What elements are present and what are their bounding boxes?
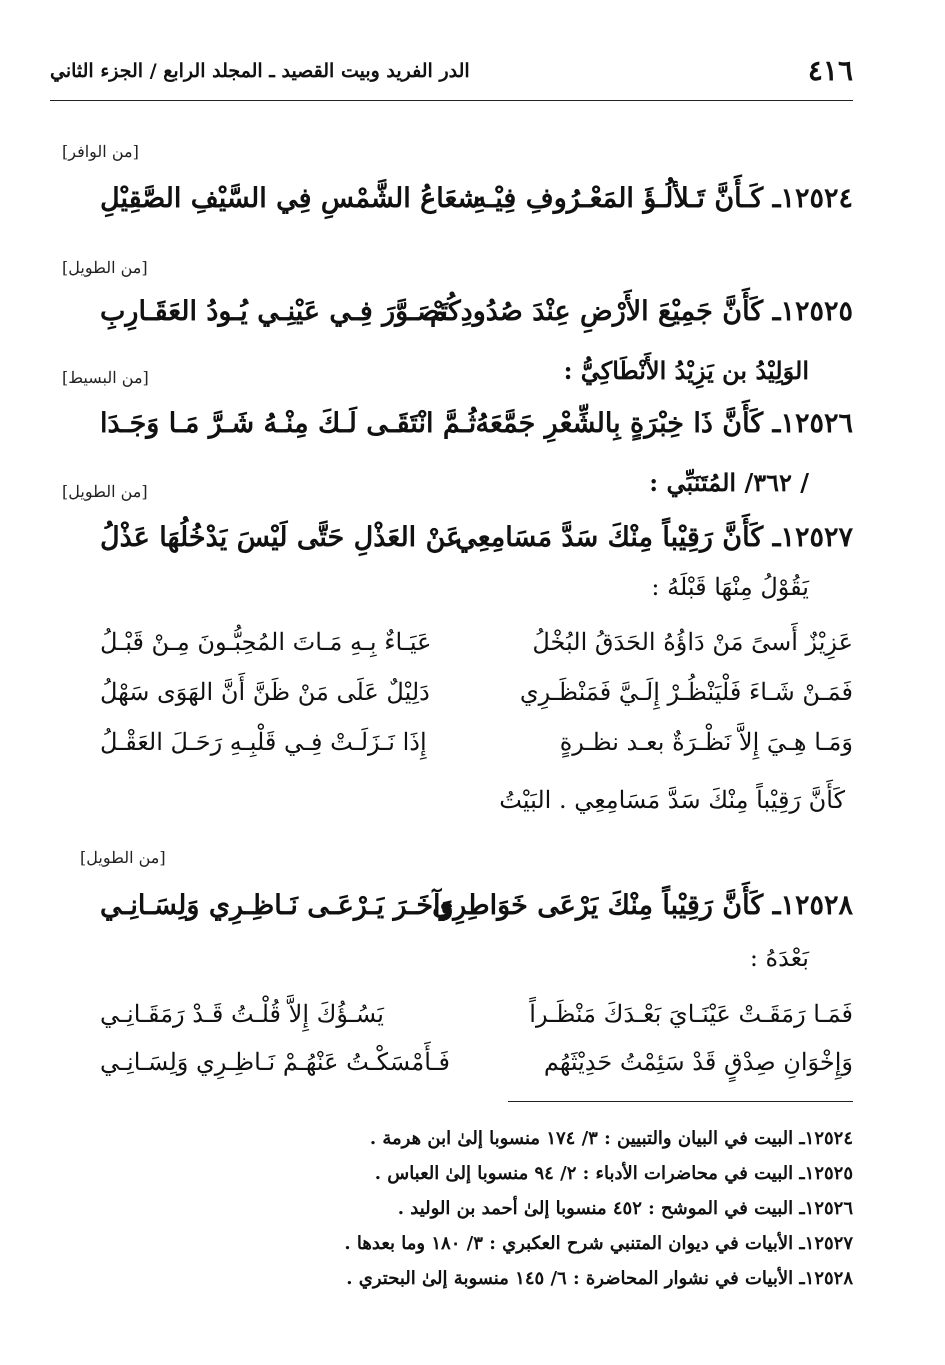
verse-first-hemistich: ١٢٥٢٤ـ كَـأَنَّ تَـلألُـؤَ المَعْـرُوفِ فِيْـهِ [472,183,853,214]
context-verse-second-hemistich: يَسُـؤُكَ إِلاَّ قُلْـتُ قَـدْ رَمَقَـانِـي [100,1000,384,1028]
header-rule [50,100,853,101]
footnote: ١٢٥٢٨ـ الأبيات في نشوار المحاضرة : ٦/ ١٤٥ منسوبة إلىٰ البحتري . [346,1268,853,1289]
meter-label: [من الطويل] [80,848,166,867]
verse-second-hemistich: عَنْ العَذْلِ حَتَّى لَيْسَ يَدْخُلُهَا عَذْلُ [100,522,463,553]
verse-first-hemistich: ١٢٥٢٧ـ كَأَنَّ رَقِيْباً مِنْكَ سَدَّ مَسَامِعِي [455,522,853,553]
context-verse-second-hemistich: فَـأَمْسَكْـتُ عَنْهُـمْ نَـاظِـرِي وَلِسَـانِـي [100,1048,451,1076]
meter-label: [من البسيط] [62,368,149,387]
footnote: ١٢٥٢٤ـ البيت في البيان والتبيين : ٣/ ١٧٤ منسوبا إلىٰ ابن هرمة . [369,1128,853,1149]
page-header [50,54,853,94]
footnote-rule [508,1101,853,1102]
context-intro: بَعْدَهُ : [749,944,809,972]
verse-second-hemistich: تَصَـوَّرَ فِـي عَيْنِـي يُـودُ العَقَـارِبِ [100,296,448,327]
verse-second-hemistich: ثُـمَّ انْتَقَـى لَـكَ مِنْـهُ شَـرَّ مَـا وَجَـدَا [100,408,477,439]
poet-attribution: / ٣٦٢/ المُتَنَبِّي : [649,468,809,497]
verse-second-hemistich: شعَاعُ الشَّمْسِ فِي السَّيْفِ الصَّقِيْلِ [100,183,481,214]
page-number: ٤١٦ [807,54,853,87]
meter-label: [من الطويل] [62,482,148,501]
context-verse-second-hemistich: إِذَا نَـزَلَـتْ فِـي قَلْبِـهِ رَحَـلَ العَقْـلُ [100,728,427,756]
context-verse-first-hemistich: وَمَـا هِـيَ إِلاَّ نَظْـرَةٌ بعـد نظـرةٍ [559,728,853,756]
context-intro: يَقُوْلُ مِنْهَا قَبْلَهُ : [651,573,809,601]
verse-first-hemistich: ١٢٥٢٨ـ كَأَنَّ رَقِيْباً مِنْكَ يَرْعَى خَوَاطِرِي [432,890,853,921]
verse-second-hemistich: وَآخَـرَ يَـرْعَـى نَـاظِـرِي وَلِسَـانِـي [100,890,454,921]
meter-label: [من الوافر] [62,142,139,161]
verse-first-hemistich: ١٢٥٢٥ـ كَأَنَّ جَمِيْعَ الأَرْضِ عِنْدَ صُدُودِكُمْ [429,296,853,327]
poet-attribution: الوَلِيْدُ بن يَزِيْدُ الأَنْطَاكِيُّ : [563,356,809,385]
context-verse-first-hemistich: فَمَـا رَمَقَـتْ عَيْنَـايَ بَعْـدَكَ مَنْظَـراً [529,1000,853,1028]
footnote: ١٢٥٢٦ـ البيت في الموشح : ٤٥٢ منسوبا إلىٰ أحمد بن الوليد . [397,1198,853,1219]
context-verse-first-hemistich: فَمَـنْ شَـاءَ فَلْيَنْظُـرْ إِلَـيَّ فَمَنْظَـرِي [519,678,853,706]
footnote: ١٢٥٢٧ـ الأبيات في ديوان المتنبي شرح العكبري : ٣/ ١٨٠ وما بعدها . [344,1233,853,1254]
context-verse-first-hemistich: عَزِيْزٌ أَسىً مَنْ دَاؤُهُ الحَدَقُ البُخْلُ [532,628,853,656]
verse-first-hemistich: ١٢٥٢٦ـ كَأَنَّ ذَا خِبْرَةٍ بِالشِّعْرِ جَمَّعَهُ [475,408,853,439]
context-verse-second-hemistich: دَلِيْلٌ عَلَى مَنْ ظَنَّ أَنَّ الهَوَى سَهْلُ [100,678,430,706]
context-verse-second-hemistich: عَيَـاءٌ بِـهِ مَـاتَ المُحِبُّـونَ مِـنْ قَبْـلُ [100,628,432,656]
running-title: الدر الفريد وبيت القصيد ـ المجلد الرابع / الجزء الثاني [50,60,470,82]
footnote: ١٢٥٢٥ـ البيت في محاضرات الأدباء : ٢/ ٩٤ منسوبا إلىٰ العباس . [374,1163,853,1184]
context-closing-line: كَأَنَّ رَقِيْباً مِنْكَ سَدَّ مَسَامِعِي . البَيْتُ [499,786,845,814]
context-verse-first-hemistich: وَإِخْوَانِ صِدْقٍ قَدْ سَئِمْتُ حَدِيْثَهُم [543,1048,853,1076]
meter-label: [من الطويل] [62,258,148,277]
